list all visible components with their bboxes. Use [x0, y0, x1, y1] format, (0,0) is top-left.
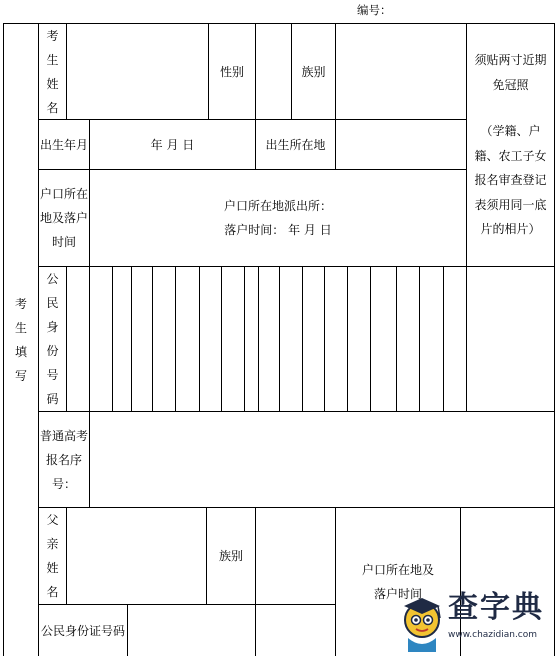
birth-label-cell — [39, 120, 89, 169]
ethnicity-input-cell[interactable] — [336, 24, 466, 119]
father-ethnicity-label: 族别 — [218, 549, 243, 563]
side-label-cell — [4, 24, 38, 656]
id-number-digit-cells[interactable] — [67, 267, 466, 411]
birthplace-label: 出生所在地 — [265, 137, 326, 152]
birth-year-month-label: 出生年月 — [40, 137, 89, 152]
exam-label-cell — [39, 412, 89, 507]
police-station-label: 户口所在地派出所： — [223, 199, 332, 213]
name-label: 考生姓名 — [46, 28, 59, 115]
hukou-label: 户口所在地及落户时间 — [40, 187, 89, 249]
name-input-cell[interactable] — [67, 24, 208, 119]
side-label: 考生填写 — [15, 297, 28, 383]
id-row-blank-cell — [467, 267, 554, 411]
exam-number-input-cell[interactable] — [90, 412, 554, 507]
watermark-url: www.chazidian.com — [448, 630, 538, 640]
id-label-cell — [39, 267, 66, 411]
parent-id-input-cell[interactable] — [128, 605, 255, 656]
father-ethnicity-input-cell[interactable] — [256, 508, 335, 656]
parent-id-label-cell — [39, 605, 127, 656]
gender-label: 性别 — [219, 64, 244, 79]
photo-area — [467, 24, 554, 266]
name-label-cell — [39, 24, 66, 119]
mascot-icon — [398, 586, 448, 656]
serial-number-label: 编号： — [357, 3, 392, 17]
gender-input-cell[interactable] — [256, 24, 291, 119]
father-name-label: 父亲姓名 — [46, 513, 59, 599]
hukou-label-cell — [39, 170, 89, 266]
birth-date-field[interactable]: 年 月 日 — [150, 137, 195, 152]
hukou-detail-cell[interactable] — [90, 170, 466, 266]
parent-id-label: 公民身份证号码 — [40, 623, 125, 638]
watermark-brand: 查字典 — [448, 590, 544, 625]
father-name-input-cell[interactable] — [67, 508, 206, 604]
watermark-logo — [398, 586, 558, 656]
id-number-label: 公民身份号码 — [46, 272, 59, 406]
photo-note-title: 须贴两寸近期免冠照 — [474, 53, 547, 92]
exam-number-label: 普通高考报名序号： — [40, 428, 89, 491]
ethnicity-label: 族别 — [301, 64, 326, 79]
settle-time-label: 落户时间： 年 月 日 — [224, 223, 332, 237]
father-label-cell — [39, 508, 66, 604]
photo-note-detail: （学籍、户籍、农工子女报名审查登记表须用同一底片的相片） — [474, 124, 547, 237]
birthplace-input-cell[interactable] — [336, 120, 466, 169]
parent-hukou-label: 户口所在地及落户时间 — [362, 563, 435, 601]
